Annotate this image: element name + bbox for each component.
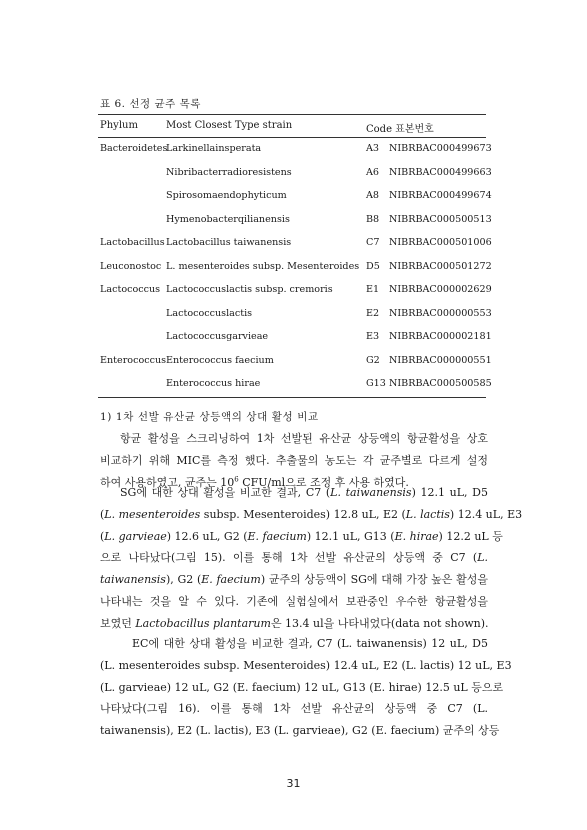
species-name: Lactobacillus plantarum xyxy=(135,616,271,630)
code-cell: E1 xyxy=(366,284,380,295)
phylum-cell: Lactococcus xyxy=(100,284,161,295)
strain-cell: Larkinellainsperata xyxy=(166,143,262,154)
text: subsp. Mesenteroides) 12.8 uL, E2 ( xyxy=(200,507,406,521)
code-cell: A3 xyxy=(366,143,380,154)
strain-cell: Hymenobacterqilianensis xyxy=(166,213,290,225)
table-row xyxy=(98,350,492,374)
phylum-cell: Leuconostoc xyxy=(100,260,162,272)
header-strain: Most Closest Type strain xyxy=(166,120,293,131)
text: ( xyxy=(100,507,105,521)
text: ( xyxy=(100,529,105,543)
para3-line: (L. garvieae) 12 uL, G2 (E. faecium) 12 uL, G13 (E. hirae) 12.5 uL 등으로 xyxy=(100,680,504,694)
phylum-cell: Lactobacillus xyxy=(100,237,165,248)
text: ), G2 ( xyxy=(165,573,202,587)
para3-line: EC에 대한 상대 활성을 비교한 결과, C7 (L. taiwanensis) 12 uL, D5 xyxy=(132,637,488,650)
species-name: E. faecium xyxy=(201,573,261,587)
strain-cell: L. mesenteroides subsp. Mesenteroides xyxy=(166,260,360,272)
table-row xyxy=(98,303,492,327)
table-caption: 표 6. 선정 균주 목록 xyxy=(100,98,201,110)
strain-cell: Enterococcus hirae xyxy=(166,378,261,389)
header-code: Code 표본번호 xyxy=(366,124,434,135)
table-row xyxy=(98,232,492,256)
table-row xyxy=(98,326,492,350)
text: ) 12.1 uL, G13 ( xyxy=(306,529,395,543)
species-name: L. garvieae xyxy=(104,529,167,543)
specimen-number-cell: NIBRBAC000000551 xyxy=(389,354,492,366)
exponent: 6 xyxy=(234,474,239,483)
code-cell: C7 xyxy=(366,237,380,248)
table-row xyxy=(98,373,492,397)
text: 보였던 xyxy=(100,616,136,630)
specimen-number-cell: NIBRBAC000002629 xyxy=(389,284,492,295)
strain-cell: Lactococcuslactis subsp. cremoris xyxy=(166,284,333,295)
code-cell: B8 xyxy=(366,213,380,225)
code-cell: E3 xyxy=(366,331,380,342)
species-name: E. faecium xyxy=(247,529,307,543)
specimen-number-cell: NIBRBAC000501006 xyxy=(389,237,492,248)
code-cell: E2 xyxy=(366,307,380,319)
text: ) 12.1 uL, D5 xyxy=(411,486,488,499)
para2-line xyxy=(100,482,488,504)
text: ) 12.4 uL, E3 xyxy=(449,507,523,521)
para3-line: (L. mesenteroides subsp. Mesenteroides) 12.4 uL, E2 (L. lactis) 12 uL, E3 xyxy=(100,658,512,672)
specimen-number-cell: NIBRBAC000499674 xyxy=(389,190,492,201)
specimen-number-cell: NIBRBAC000500585 xyxy=(389,378,492,389)
para1-line: 비교하기 위해 MIC를 측정 했다. 추출물의 농도는 각 균주별로 다르게 설정 xyxy=(100,453,488,467)
specimen-number-cell: NIBRBAC000499663 xyxy=(389,166,492,178)
table-row xyxy=(98,279,492,303)
species-name: L. mesenteroides xyxy=(104,507,201,521)
table-row xyxy=(98,185,492,209)
code-cell: A8 xyxy=(366,190,380,201)
page-number: 31 xyxy=(286,777,301,790)
para2-line xyxy=(100,504,523,526)
code-cell: A6 xyxy=(366,166,380,178)
header-phylum: Phylum xyxy=(100,120,138,131)
strain-cell: Lactococcusgarvieae xyxy=(166,331,269,342)
para2-line xyxy=(100,613,488,635)
species-name: taiwanensis xyxy=(100,573,166,587)
table-header-row xyxy=(98,115,486,138)
specimen-number-cell: NIBRBAC000499673 xyxy=(389,143,492,154)
specimen-number-cell: NIBRBAC000500513 xyxy=(389,213,492,225)
strain-cell: Enterococcus faecium xyxy=(166,354,274,366)
species-name: L. lactis xyxy=(405,507,450,521)
species-name: L. xyxy=(477,551,488,565)
code-cell: G13 xyxy=(366,378,386,389)
phylum-cell: Enterococcus xyxy=(100,354,167,366)
specimen-number-cell: NIBRBAC000002181 xyxy=(389,331,492,342)
code-cell: D5 xyxy=(366,260,380,272)
species-name: E. hirae xyxy=(394,529,439,543)
para3-line: taiwanensis), E2 (L. lactis), E3 (L. garvieae), G2 (E. faecium) 균주의 상등 xyxy=(100,724,500,738)
text: ) 12.2 uL 등 xyxy=(438,529,503,543)
paragraph-2 xyxy=(100,482,523,635)
para2-line xyxy=(100,526,503,548)
species-name: L. taiwanensis xyxy=(330,486,412,499)
table-row xyxy=(98,138,492,162)
text: ) 12.6 uL, G2 ( xyxy=(166,529,248,543)
strain-cell: Nibribacterradioresistens xyxy=(166,166,292,178)
strain-cell: Spirosomaendophyticum xyxy=(166,190,287,201)
strain-cell: Lactobacillus taiwanensis xyxy=(166,237,292,248)
paragraph-3 xyxy=(100,633,512,742)
text: 으로 나타났다(그림 15). 이를 통해 1차 선발 유산균의 상등액 중 C7 ( xyxy=(100,551,478,565)
para3-line: 나타났다(그림 16). 이를 통해 1차 선발 유산균의 상등액 중 C7 (L. xyxy=(100,702,488,716)
para1-line: 항균 활성을 스크리닝하여 1차 선발된 유산균 상등액의 항균활성을 상호 xyxy=(120,432,488,445)
para2-line: 나타내는 것을 알 수 있다. 기존에 실험실에서 보관중인 우수한 항균활성을 xyxy=(100,594,488,608)
strain-table xyxy=(98,114,492,398)
specimen-number-cell: NIBRBAC000501272 xyxy=(389,260,492,272)
table-row xyxy=(98,162,492,186)
table-row xyxy=(98,209,492,233)
phylum-cell: Bacteroidetes xyxy=(100,143,168,154)
para2-line xyxy=(100,547,488,569)
text: 은 13.4 ul을 나타내었다(data not shown). xyxy=(270,616,489,630)
table-row xyxy=(98,256,492,280)
para1-text: 하여 사용하였고, 균주는 10 xyxy=(100,475,235,489)
specimen-number-cell: NIBRBAC000000553 xyxy=(389,307,492,319)
para2-line xyxy=(100,569,488,591)
text: ) 균주의 상등액이 SG에 대해 가장 높은 활성을 xyxy=(260,573,489,587)
text: SG에 대한 상대 활성을 비교한 결과, C7 ( xyxy=(120,486,331,499)
code-cell: G2 xyxy=(366,354,380,366)
section-heading: 1) 1차 선발 유산균 상등액의 상대 활성 비교 xyxy=(100,411,319,423)
para1-text: CFU/ml으로 조정 후 사용 하였다. xyxy=(238,475,409,489)
strain-cell: Lactococcuslactis xyxy=(166,307,253,319)
